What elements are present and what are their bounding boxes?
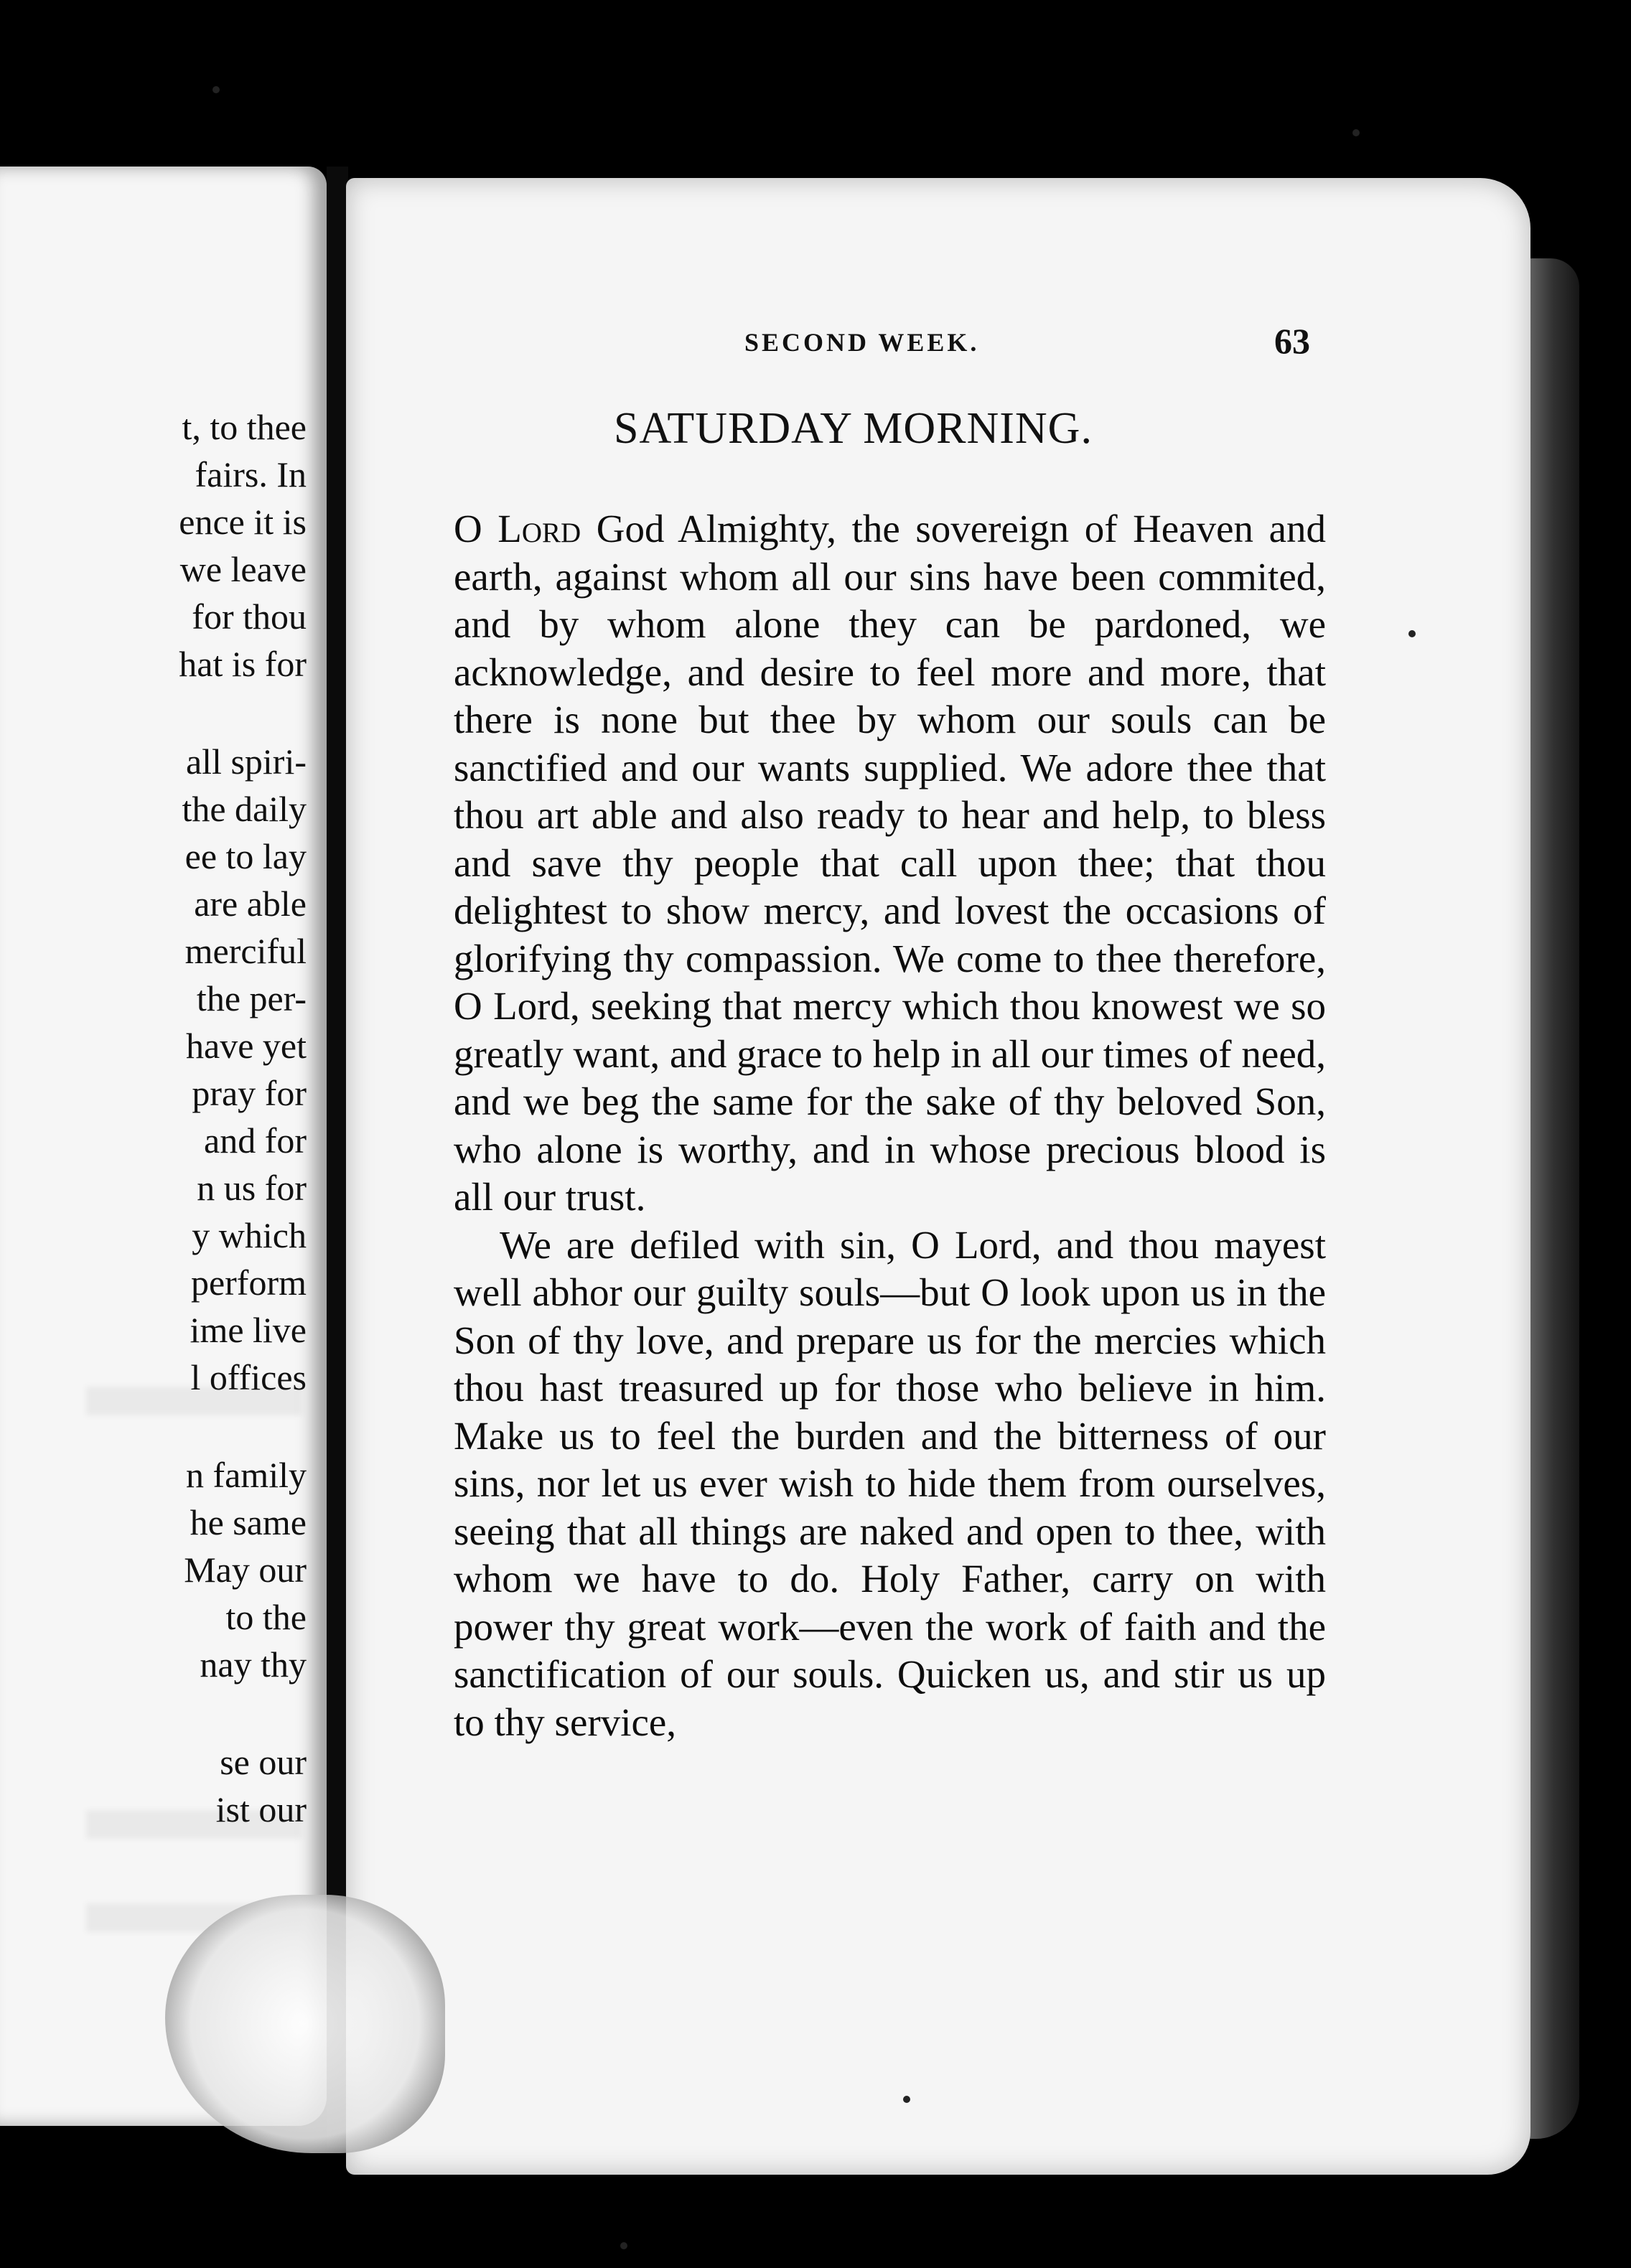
page-number: 63 (1274, 321, 1310, 361)
left-line: merciful (184, 931, 307, 971)
left-line: pray for (192, 1073, 307, 1113)
left-line: nay thy (200, 1644, 307, 1684)
paragraph-text: God Almighty, the sovereign of Heaven and earth, against whom all our sins have been commited, and by whom alone they can be pardoned, we acknowledge, and desire to feel more and more, that there is none but thee by whom our souls can be sanctified and our wants supplied. We adore thee that thou art able and also ready to hear and help, to bless and save thy people that call upon thee; that thou delightest to show mercy, and lovest the occasions of glorifying thy compassion. We come to thee therefore, O Lord, seeking that mercy which thou knowest we so greatly want, and grace to help in all our times of need, and we beg the same for the sake of thy beloved Son, who alone is worthy, and in whose precious blood is all our trust. (454, 507, 1326, 1219)
left-line: fairs. In (195, 454, 307, 495)
left-line: l offices (190, 1357, 307, 1397)
left-line: y which (192, 1215, 307, 1255)
left-line: perform (190, 1262, 307, 1303)
speck (1352, 129, 1360, 136)
left-line: ence it is (179, 502, 307, 542)
left-line: ime live (190, 1310, 307, 1350)
left-line: se our (220, 1742, 307, 1782)
speck (1408, 630, 1416, 637)
speck (212, 86, 220, 93)
left-line: n us for (197, 1168, 307, 1208)
left-line: hat is for (179, 644, 307, 684)
book-gutter (327, 167, 348, 2147)
paragraph: We are defiled with sin, O Lord, and thou mayest well abhor our guilty souls—but O look upon us in the Son of thy love, and prepare us for the mercies which thou hast treasured up for those who believe in him. Make us to feel the burden and the bitterness of our sins, nor let us ever wish to hide them from ourselves, seeing that all things are naked and open to thee, with whom we have to do. Holy Father, carry on with power thy great work—even the work of faith and the sanctification of our souls. Quicken us, and stir us up to thy service, (454, 1222, 1326, 1744)
left-line: we leave (179, 549, 307, 589)
left-page (0, 167, 327, 2126)
left-line: to the (225, 1597, 307, 1637)
left-line: for thou (192, 596, 307, 637)
running-head: SECOND WEEK. (744, 328, 980, 357)
speck (620, 2242, 627, 2249)
left-line: ist our (215, 1789, 307, 1829)
left-page-text (179, 403, 307, 1833)
left-line: the daily (182, 789, 307, 829)
left-line: have yet (186, 1026, 307, 1066)
prayer-text (454, 505, 1326, 1746)
left-line: are able (194, 884, 307, 924)
drop-lead: O Lord (454, 507, 581, 550)
left-line: all spiri- (185, 741, 307, 782)
speck (903, 2096, 910, 2103)
left-line: May our (184, 1550, 307, 1590)
section-title: SATURDAY MORNING. (614, 404, 1093, 453)
left-line: and for (204, 1120, 307, 1161)
paragraph (454, 505, 1326, 1222)
left-line: t, to thee (182, 407, 307, 447)
left-line: the per- (196, 978, 307, 1018)
left-line: he same (190, 1502, 307, 1542)
left-line: n family (185, 1455, 307, 1495)
left-line: ee to lay (184, 836, 307, 876)
